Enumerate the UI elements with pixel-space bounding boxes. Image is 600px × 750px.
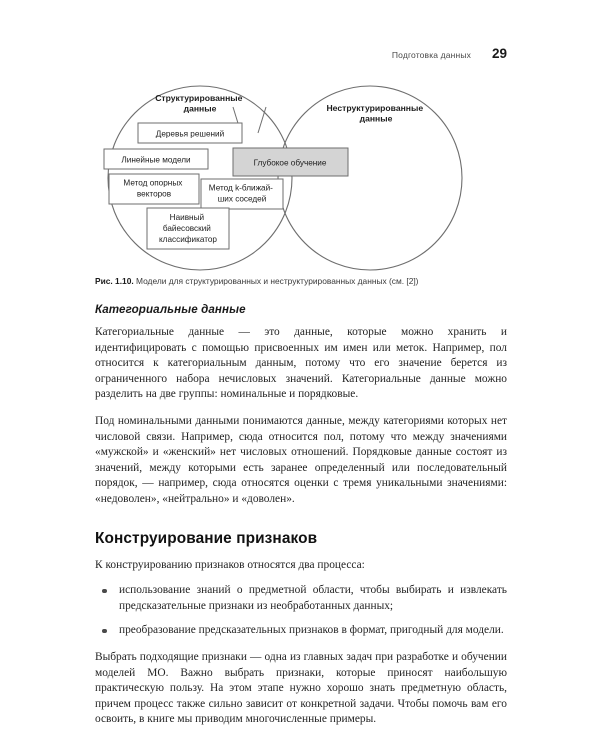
list-item-text: преобразование предсказательных признаков в формат, пригодный для модели. [119,624,504,637]
box-linear-models [104,149,208,169]
box-support-vector-machine [109,174,199,204]
list-item [95,583,507,614]
paragraph-categorical-1: Категориальные данные — это данные, которые можно хранить и идентифицировать с помощью присвоенных им имен или меток. Например, пол относится к категориальным данным, потому что его значение берется из ограниченного набора нечисловых значений. Категориальные данные можно разделить на две группы: номинальные и порядковые. [95,326,507,401]
figure-caption-text: Модели для структурированных и неструктурированных данных (см. [2]) [136,276,419,286]
box-deep-learning [233,148,348,176]
svg-text:Глубокое обучение: Глубокое обучение [253,158,327,168]
paragraph-feature-engineering-intro: К конструированию признаков относятся два процесса: [95,558,365,571]
paragraph-categorical-2: Под номинальными данными понимаются данные, между категориями которых нет числовой связи. Например, сюда относится пол, потому что между значениями «мужской» и «женский» нет числовых отношений. Порядковые данные состоят из значений, между которыми есть заранее определенный или последовательный порядок, — например, сюда относятся оценки с тремя уникальными значениями: «недоволен», «нейтрально» и «доволен». [95,414,507,505]
svg-text:Метод опорных вектор: Метод опорных векторов [123,178,183,199]
list-item-text: использование знаний о предметной области, чтобы выбирать и извлекать предсказательные признаки из необработанных данных; [119,584,507,612]
heading-feature-engineering: Конструирование признаков [95,529,318,547]
list-item [95,623,507,639]
box-naive-bayes-classifier [147,208,229,249]
box-k-nearest-neighbours [201,179,283,209]
page-number: 29 [491,46,507,61]
connector-right [258,107,266,133]
svg-text:Линейные модели: Линейные модели [121,155,191,165]
svg-text:Деревья решений: Деревья решений [155,129,225,139]
body-content [95,303,507,739]
figure-1-10 [95,78,507,276]
running-head-title: Подготовка данных [391,50,471,60]
feature-engineering-bullet-list [95,583,507,639]
svg-text:Метод k-ближай- ших: Метод k-ближай- ших соседей [208,183,273,204]
box-decision-trees [138,123,242,143]
bullet-dot-icon [102,629,107,634]
figure-caption-lead: Рис. 1.10. [95,276,134,286]
running-head [95,46,507,61]
label-structured-data: Структурированные данные [155,93,243,114]
bullet-dot-icon [102,589,107,594]
label-unstructured-data: Неструктурированные данные [326,103,424,124]
subheading-categorical-data: Категориальные данные [95,303,246,316]
paragraph-feature-engineering-closing: Выбрать подходящие признаки — одна из главных задач при разработке и обучении моделей МО. Важно выбрать признаки, которые приносят наибольшую практическую пользу. На этом этапе нужно хорошо знать предметную область, причем процесс также сильно зависит от конкретной задачи. Чтобы помочь вам его освоить, в книге мы приводим многочисленные примеры. [95,650,507,726]
svg-text:Наивный байесовский: Наивный байесовский классификатор [159,213,217,244]
figure-caption [95,276,515,287]
